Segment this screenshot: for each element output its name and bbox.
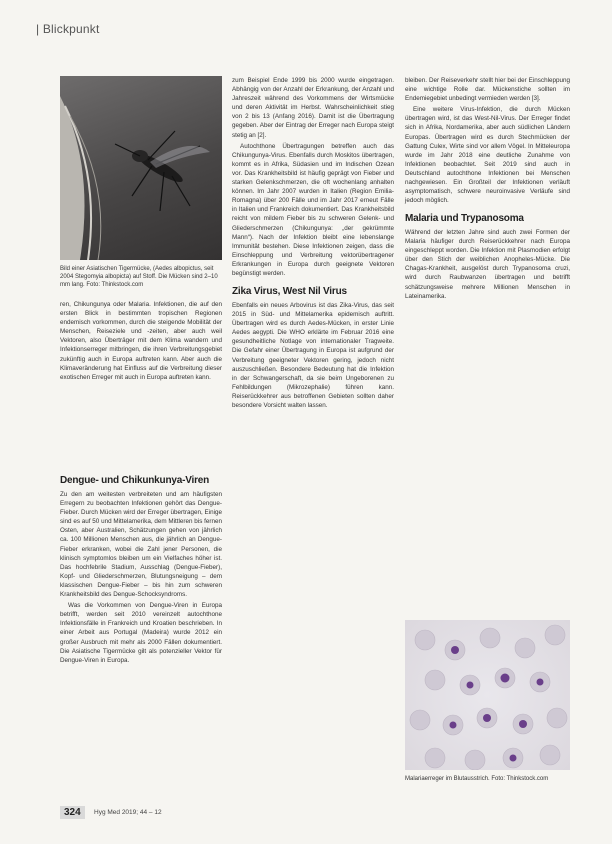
- paragraph: Zu den am weitesten verbreiteten und am häufigsten Erregern zu beobachten Infektionen gehört das Dengue-Fieber. Durch Mücken wird der Erreger übertragen, Einige sind es auf 50 und Mittelamerika, dem Mittleren bis fernen Osten, aber Australien, Schätzungen gehen von jährlich ca. 100 Millionen Menschen aus, die jährlich an Dengue-Fieber erkranken, wobei die Zahl jener Personen, die klinisch symptomlos bleiben um ein Vielfaches höher ist. Das hochfebrile Stadium, Ausschlag (Dengue-Fieber), Kopf- und Gliederschmerzen, Blutungsneigung – dem klassischen Dengue-Fieber – bis hin zum schweren Krankheitsbild des Dengue-Schocksyndroms.: [60, 491, 222, 599]
- column-2: [232, 76, 394, 280]
- blood-smear-illustration: [405, 620, 570, 770]
- page-footer: [60, 803, 570, 823]
- paragraph: Eine weitere Virus-Infektion, die durch Mücken übertragen wird, ist das West-Nil-Virus. Der Erreger findet sich in Afrika, Nordamerika, aber auch südlichen Ländern Europas. Übertragen wird es durch Stechmücken der Gattung Culex, Wirte sind vor allem Vögel. In Mitteleuropa wurde im Jahr 2018 eine deutliche Zunahme von Infektionen beobachtet. Seit 2019 sind auch in Deutschland autochthone Infektionen bei Menschen nachgewiesen. Ein Großteil der Infektionen verläuft asymptomatisch, schwere neuroinvasive Verläufe sind jedoch möglich.: [405, 106, 570, 205]
- paragraph: Ebenfalls ein neues Arbovirus ist das Zika-Virus, das seit 2015 in Süd- und Mittelamerika epidemisch auftritt. Übertragen wird es durch Aedes-Mücken, in erster Linie Aedes aegypti. Die WHO erklärte im Februar 2016 eine gesundheitliche Notlage von internationaler Tragweite. Die Gefahr einer Übertragung in Europa ist aufgrund der Verbreitung geeigneter Vektoren gering, jedoch nicht auszuschließen. Besondere Bedeutung hat die Infektion in der Schwangerschaft, da sie beim Ungeborenen zu Fehlbildungen (Mikrozephalie) führen kann. Reiserückkehrer aus betroffenen Gebieten sollten daher besondere Vorsicht walten lassen.: [232, 302, 394, 410]
- mosquito-illustration: [60, 76, 222, 260]
- column-2-body: [232, 301, 394, 412]
- paragraph: zum Beispiel Ende 1999 bis 2000 wurde eingetragen. Abhängig von der Anzahl der Erkrankung, der Anzahl und Jahreszeit während des Vorkommens der Wirtsmücke und deren Aktivität im Herbst. Wahrscheinlichkeit stieg von 2 bis 13 (Anfang 2016). Damit ist die Übertragung gegeben. Aber der Eintrag der Erreger nach Europa steigt stetig an [2].: [232, 77, 394, 139]
- column-3: [405, 76, 570, 207]
- heading-malaria: Malaria und Trypanosoma: [405, 213, 524, 224]
- paragraph: Während der letzten Jahre sind auch zwei Formen der Malaria häufiger durch Reiserückkehrer nach Europa eingeschleppt worden. Die Infektion mit Plasmodien erfolgt über den Stich der weiblichen Anopheles-Mücke. Die Chagas-Krankheit, ausgelöst durch Trypanosoma cruzi, wird durch Raubwanzen übertragen und betrifft schätzungsweise mehrere Millionen Menschen in Lateinamerika.: [405, 229, 570, 300]
- figure-caption-malaria: Malariaerreger im Blutausstrich. Foto: Thinkstock.com: [405, 776, 549, 782]
- figure-caption-mosquito: Bild einer Asiatischen Tigermücke, (Aedes albopictus, seit 2004 Stegomyia albopicta) auf Stoff. Die Mücken sind 2–10 mm lang. Foto: Thinkstock.com: [60, 266, 218, 288]
- journal-citation: Hyg Med 2019; 44 – 12: [94, 809, 162, 816]
- paragraph: bleiben. Der Reiseverkehr stellt hier bei der Einschleppung eine wichtige Rolle dar. Mückenstiche sollten im Endemiegebiet unbedingt vermieden werden [3].: [405, 77, 570, 103]
- heading-dengue: Dengue- und Chikunkunya-Viren: [60, 475, 210, 486]
- paragraph: Autochthone Übertragungen betreffen auch das Chikungunya-Virus. Ebenfalls durch Moskitos übertragen, kommt es in Afrika, Südasien und im Indischen Ozean vor. Das Krankheitsbild ist häufig geprägt von Fieber und starken Gelenkschmerzen, die oft wochenlang anhalten können. Im Jahr 2007 wurden in Italien (Region Emilia-Romagna) über 200 Fälle und im Jahr 2017 erneut Fälle in Italien und Frankreich dokumentiert. Das Krankheitsbild reicht von mildem Fieber bis zu schweren Gelenk- und Gliederschmerzen (Chikungunya: „der gekrümmte Mann“). Nach der Infektion bleibt eine lebenslange Immunität bestehen. Diese Infektionen zeigen, dass die Einschleppung und Verbreitung vektorübertragener Erkrankungen in Europa durch geeignete Vektoren begünstigt werden.: [232, 142, 394, 277]
- blood-smear-photo: [405, 620, 570, 770]
- paragraph: Was die Vorkommen von Dengue-Viren in Europa betrifft, werden seit 2010 vereinzelt autochthone Infektionsfälle in Frankreich und Kroatien beschrieben. In einer Arbeit aus Portugal (Madeira) wurde 2012 ein großer Ausbruch mit mehr als 2000 Fällen dokumentiert. Die Asiatische Tigermücke gilt als potenzieller Vektor für Dengue-Viren in Europa.: [60, 602, 222, 664]
- column-1-body: [60, 490, 222, 667]
- mosquito-photo: [60, 76, 222, 260]
- paragraph: ren, Chikungunya oder Malaria. Infektionen, die auf den ersten Blick in bestimmten tropischen Regionen endemisch vorkommen, durch die steigende Mobilität der Menschen, Reiseziele und -zeiten, aber auch weil Vektoren, also Überträger mit dem Klima wandern und Infektionserreger mitbringen, die ihren Verbreitungsgebiet zukünftig auch in Europa auftreten kann. Aber auch die Klimaveränderung hat Einfluss auf die Verbreitung dieser exotischen Erreger mit auch in Europa auftreten kann.: [60, 301, 222, 381]
- page-number: 324: [60, 806, 85, 819]
- column-3-body: [405, 228, 570, 303]
- section-label: | Blickpunkt: [36, 22, 100, 36]
- column-1-intro: [60, 300, 222, 384]
- heading-zika: Zika Virus, West Nil Virus: [232, 286, 347, 297]
